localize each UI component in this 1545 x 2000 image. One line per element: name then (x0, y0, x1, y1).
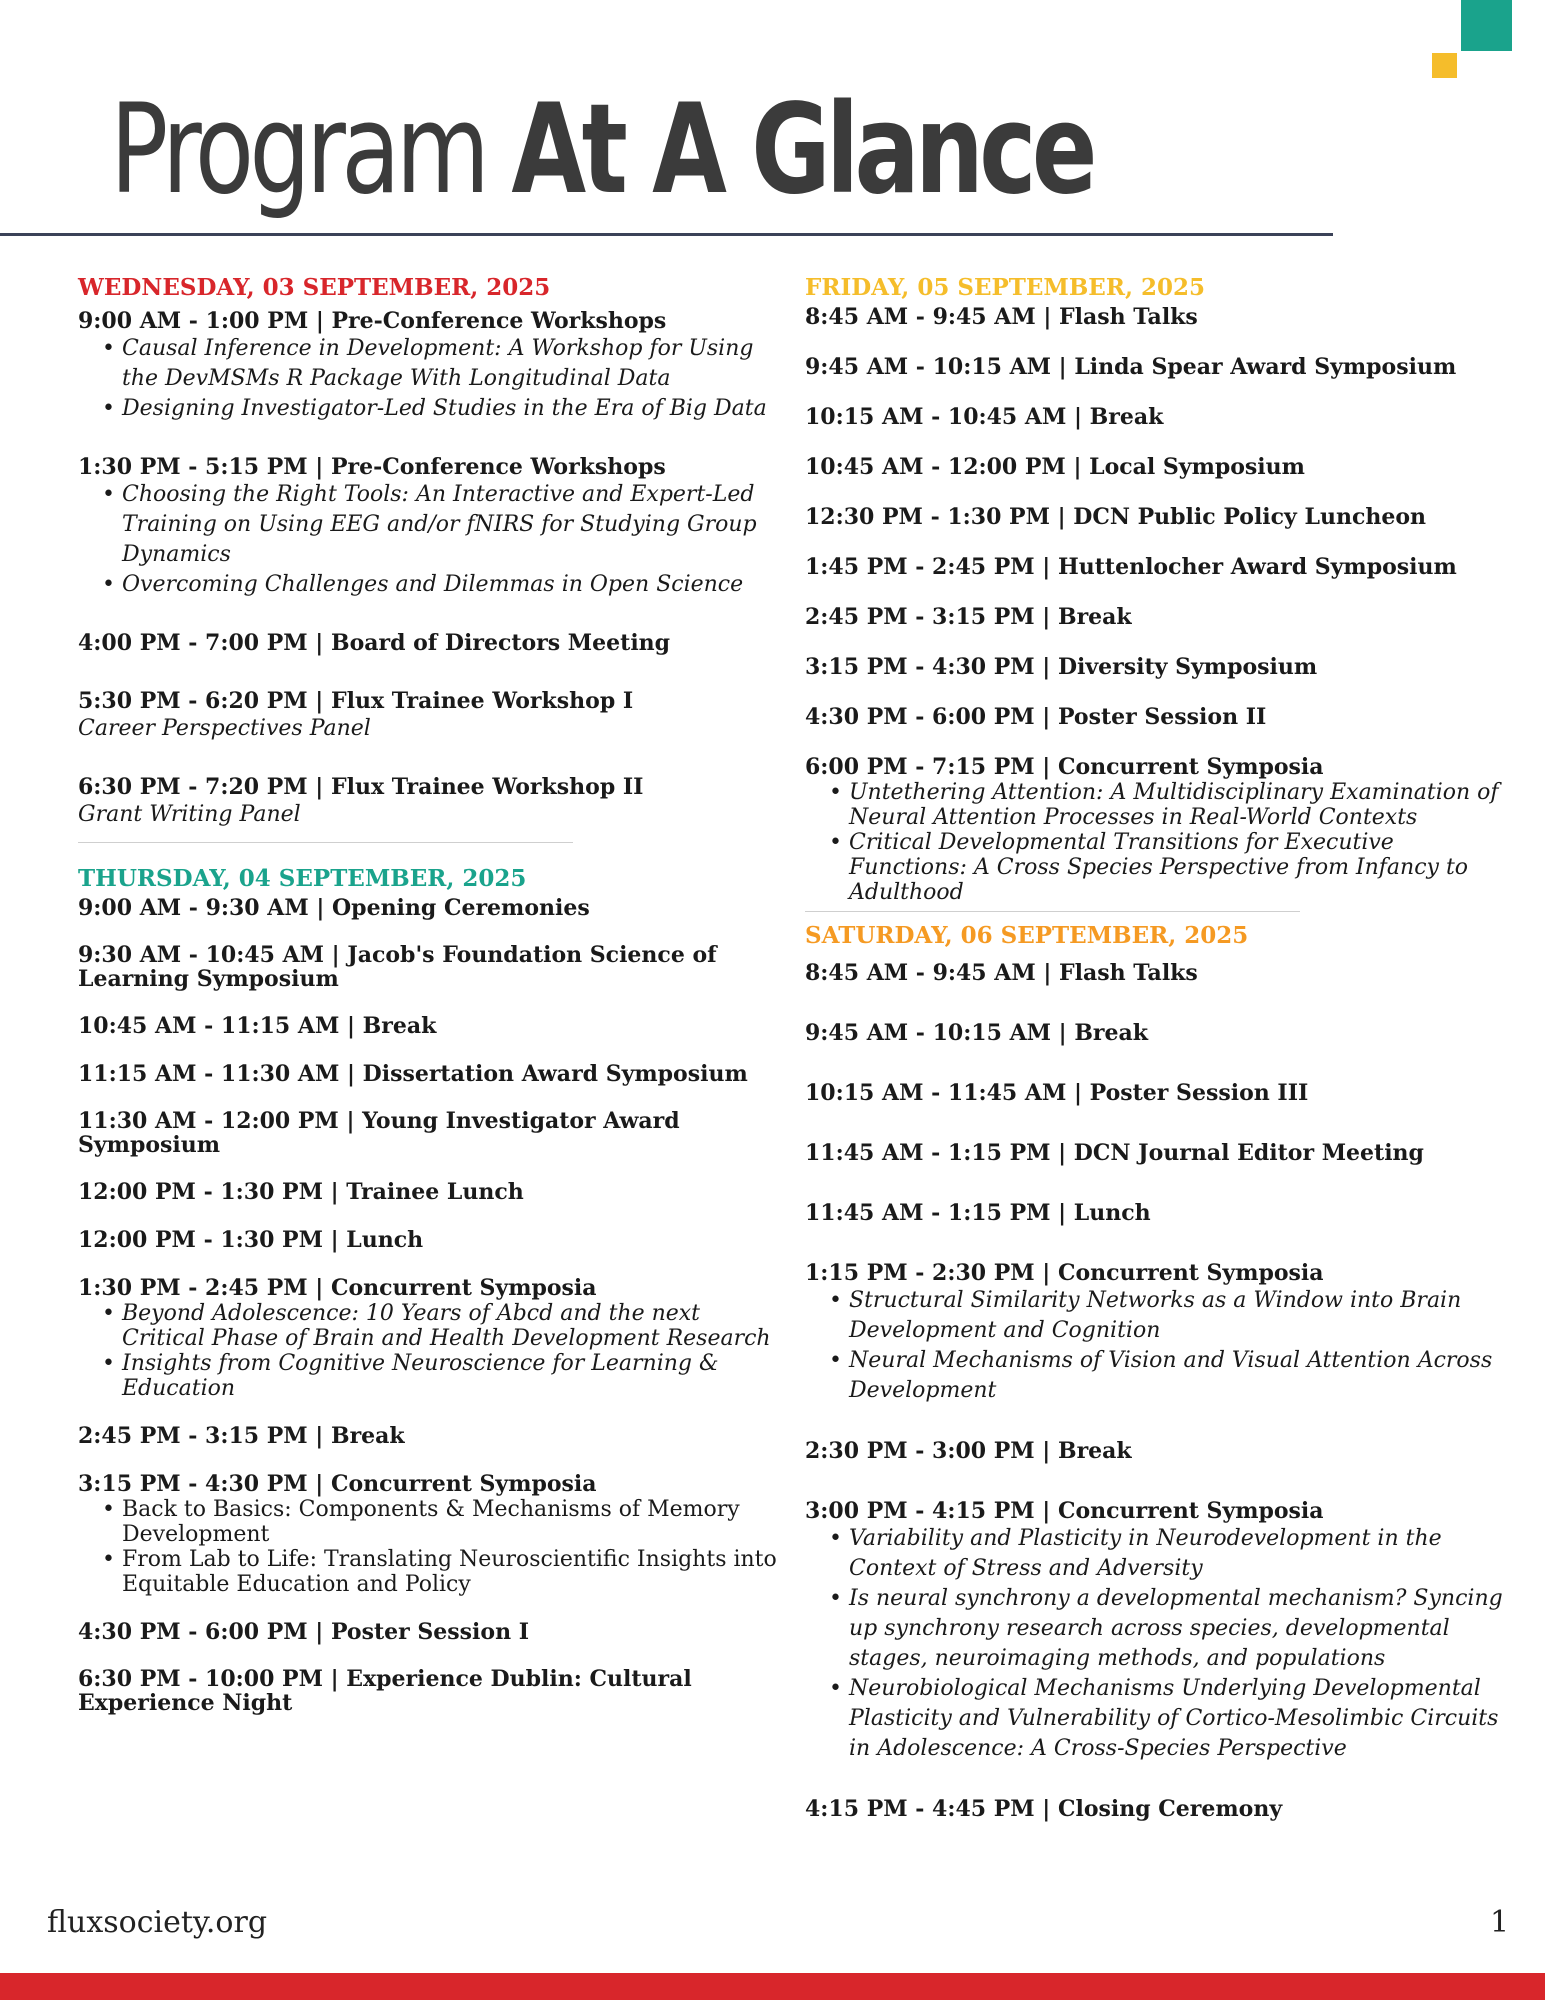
session-list (805, 1286, 1505, 1406)
session-slot: 12:00 PM - 1:30 PM | Trainee Lunch (78, 1179, 524, 1205)
session-list (805, 1524, 1505, 1764)
session-list (78, 480, 778, 600)
session-slot: 11:15 AM - 11:30 AM | Dissertation Award Symposium (78, 1061, 748, 1087)
session-list (78, 1497, 778, 1597)
session-slot: 4:30 PM - 6:00 PM | Poster Session II (805, 704, 1267, 730)
session-slot: 4:30 PM - 6:00 PM | Poster Session I (78, 1619, 530, 1645)
list-item: • Back to Basics: Components & Mechanisms of Memory Development (122, 1497, 778, 1547)
day-heading-friday: FRIDAY, 05 SEPTEMBER, 2025 (805, 274, 1205, 301)
session-slot: 3:15 PM - 4:30 PM | Concurrent Symposia (78, 1471, 597, 1497)
list-item: • Structural Similarity Networks as a Window into Brain Development and Cognition (849, 1286, 1505, 1346)
day-heading-thursday: THURSDAY, 04 SEPTEMBER, 2025 (78, 865, 527, 892)
footer-site: fluxsociety.org (47, 1905, 268, 1940)
corner-accent-teal (1461, 0, 1512, 51)
left-column (78, 272, 778, 1715)
session-slot: 9:30 AM - 10:45 AM | Jacob's Foundation Science of Learning Symposium (78, 942, 717, 992)
session-slot: 6:30 PM - 7:20 PM | Flux Trainee Workshop II (78, 774, 644, 800)
title-light: Program (110, 78, 512, 222)
session-slot: 12:00 PM - 1:30 PM | Lunch (78, 1227, 424, 1253)
list-item: • Neurobiological Mechanisms Underlying Developmental Plasticity and Vulnerability of Cortico-Mesolimbic Circuits in Adolescence: A Cross-Species Perspective (849, 1674, 1505, 1764)
session-slot: 3:15 PM - 4:30 PM | Diversity Symposium (805, 654, 1318, 680)
session-list (78, 334, 778, 424)
session-subtitle: Grant Writing Panel (78, 802, 301, 827)
session-slot: 8:45 AM - 9:45 AM | Flash Talks (805, 960, 1198, 986)
day-heading-saturday: SATURDAY, 06 SEPTEMBER, 2025 (805, 922, 1249, 949)
page-number: 1 (1490, 1905, 1510, 1940)
session-slot: 8:45 AM - 9:45 AM | Flash Talks (805, 304, 1198, 330)
title-bold: At A Glance (511, 78, 1093, 222)
session-slot: 12:30 PM - 1:30 PM | DCN Public Policy Luncheon (805, 504, 1427, 530)
session-slot: 1:30 PM - 2:45 PM | Concurrent Symposia (78, 1275, 597, 1301)
session-slot: 1:15 PM - 2:30 PM | Concurrent Symposia (805, 1260, 1324, 1286)
footer-bar (0, 1973, 1545, 2000)
list-item: • Critical Developmental Transitions for Executive Functions: A Cross Species Perspective from Infancy to Adulthood (849, 830, 1505, 905)
session-slot: 10:45 AM - 12:00 PM | Local Symposium (805, 454, 1305, 480)
session-slot: 2:45 PM - 3:15 PM | Break (805, 604, 1132, 630)
session-list (805, 780, 1505, 905)
session-slot: 9:00 AM - 9:30 AM | Opening Ceremonies (78, 895, 590, 921)
session-slot: 11:45 AM - 1:15 PM | Lunch (805, 1200, 1151, 1226)
title-rule (0, 233, 1333, 236)
session-slot: 1:30 PM - 5:15 PM | Pre-Conference Workshops (78, 454, 666, 480)
corner-accent-yellow (1432, 53, 1457, 78)
list-item: • Choosing the Right Tools: An Interactive and Expert-Led Training on Using EEG and/or fNIRS for Studying Group Dynamics (122, 480, 778, 570)
session-slot: 10:45 AM - 11:15 AM | Break (78, 1013, 437, 1039)
list-item: • Neural Mechanisms of Vision and Visual Attention Across Development (849, 1346, 1505, 1406)
list-item: • Is neural synchrony a developmental mechanism? Syncing up synchrony research across species, developmental stages, neuroimaging methods, and populations (849, 1584, 1505, 1674)
session-slot: 9:45 AM - 10:15 AM | Break (805, 1020, 1149, 1046)
session-slot: 9:45 AM - 10:15 AM | Linda Spear Award Symposium (805, 354, 1457, 380)
session-slot: 6:00 PM - 7:15 PM | Concurrent Symposia (805, 754, 1324, 780)
list-item: • Variability and Plasticity in Neurodevelopment in the Context of Stress and Adversity (849, 1524, 1505, 1584)
list-item: • Untethering Attention: A Multidisciplinary Examination of Neural Attention Processes in Real-World Contexts (849, 780, 1505, 830)
session-slot: 2:45 PM - 3:15 PM | Break (78, 1423, 405, 1449)
session-slot: 9:00 AM - 1:00 PM | Pre-Conference Workshops (78, 308, 667, 334)
list-item: • Causal Inference in Development: A Workshop for Using the DevMSMs R Package With Longitudinal Data (122, 334, 778, 394)
session-slot: 2:30 PM - 3:00 PM | Break (805, 1438, 1132, 1464)
session-slot: 3:00 PM - 4:15 PM | Concurrent Symposia (805, 1498, 1324, 1524)
day-heading-wednesday: WEDNESDAY, 03 SEPTEMBER, 2025 (78, 274, 551, 301)
session-slot: 5:30 PM - 6:20 PM | Flux Trainee Workshop I (78, 688, 634, 714)
session-list (78, 1301, 778, 1401)
right-column (805, 272, 1505, 1822)
list-item: • Designing Investigator-Led Studies in the Era of Big Data (122, 394, 778, 424)
page-title (110, 75, 1093, 225)
list-item: • Beyond Adolescence: 10 Years of Abcd and the next Critical Phase of Brain and Health Development Research (122, 1301, 778, 1351)
list-item: • Insights from Cognitive Neuroscience for Learning & Education (122, 1351, 778, 1401)
session-slot: 10:15 AM - 10:45 AM | Break (805, 404, 1164, 430)
session-slot: 11:45 AM - 1:15 PM | DCN Journal Editor Meeting (805, 1140, 1424, 1166)
session-subtitle: Career Perspectives Panel (78, 716, 371, 741)
session-slot: 6:30 PM - 10:00 PM | Experience Dublin: Cultural Experience Night (78, 1666, 692, 1716)
list-item: • Overcoming Challenges and Dilemmas in Open Science (122, 570, 778, 600)
list-item: • From Lab to Life: Translating Neuroscientific Insights into Equitable Education and Policy (122, 1547, 778, 1597)
session-slot: 4:15 PM - 4:45 PM | Closing Ceremony (805, 1796, 1283, 1822)
session-slot: 4:00 PM - 7:00 PM | Board of Directors Meeting (78, 630, 671, 656)
session-slot: 10:15 AM - 11:45 AM | Poster Session III (805, 1080, 1309, 1106)
session-slot: 11:30 AM - 12:00 PM | Young Investigator Award Symposium (78, 1108, 680, 1158)
session-slot: 1:45 PM - 2:45 PM | Huttenlocher Award Symposium (805, 554, 1457, 580)
